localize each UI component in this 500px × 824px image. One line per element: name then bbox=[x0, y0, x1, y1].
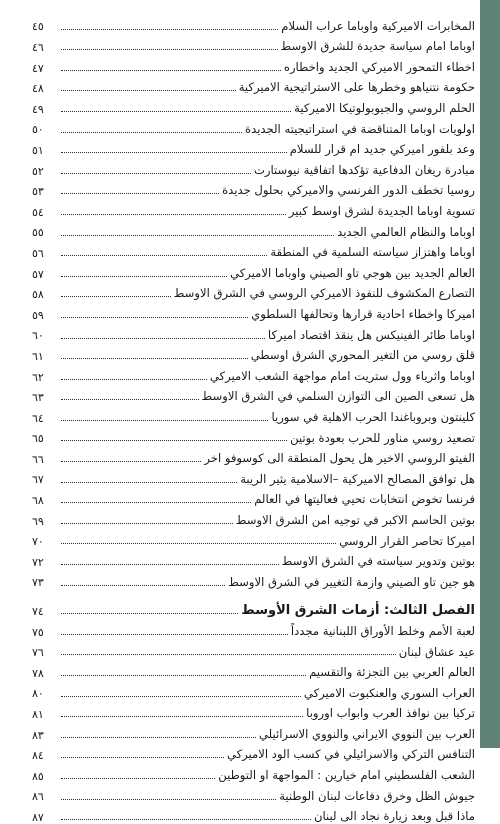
toc-entry-page: ٥٠ bbox=[32, 123, 44, 137]
dot-leader bbox=[61, 338, 265, 339]
toc-entry-title: تسوية اوباما الجديدة لشرق اوسط كبير bbox=[288, 204, 475, 219]
toc-entry-page: ٨٣ bbox=[32, 728, 44, 742]
toc-entry-page: ٨٠ bbox=[32, 687, 44, 701]
toc-entry bbox=[32, 178, 475, 199]
chapter-page: ٧٤ bbox=[32, 605, 44, 619]
toc-entry bbox=[32, 445, 475, 466]
toc-entry bbox=[32, 425, 475, 446]
toc-entry-page: ٦٩ bbox=[32, 514, 44, 528]
toc-entry bbox=[32, 487, 475, 508]
chapter-title: الفصل الثالث: أزمات الشرق الأوسط bbox=[241, 602, 475, 618]
dot-leader bbox=[61, 613, 238, 614]
toc-entry-title: العرب بين النووي الايراني والنووي الاسرائيلي bbox=[258, 726, 475, 741]
toc-entry bbox=[32, 281, 475, 302]
toc-entry bbox=[32, 219, 475, 240]
toc-entry-title: اوباما طائر الفينيكس هل ينقذ اقتصاد اميركا bbox=[267, 327, 475, 342]
toc-entry-title: العراب السوري والعنكبوت الاميركي bbox=[303, 685, 475, 700]
dot-leader bbox=[61, 214, 286, 215]
toc-entry-page: ٦٣ bbox=[32, 391, 44, 405]
toc-entry bbox=[32, 762, 475, 783]
dot-leader bbox=[61, 296, 171, 297]
toc-entry-page: ٦٨ bbox=[32, 494, 44, 508]
dot-leader bbox=[61, 255, 267, 256]
toc-entry-title: كلينتون وبروباغندا الحرب الاهلية في سوريا bbox=[271, 409, 475, 424]
toc-entry-page: ٦٥ bbox=[32, 432, 44, 446]
toc-entry-page: ٤٦ bbox=[32, 41, 44, 54]
dot-leader bbox=[61, 654, 396, 655]
toc-entry bbox=[32, 548, 475, 569]
toc-entry bbox=[32, 528, 475, 549]
toc-entry-title: الشعب الفلسطيني امام خيارين : المواجهة او التوطين bbox=[218, 768, 475, 783]
toc-entry bbox=[32, 783, 475, 804]
toc-entry bbox=[32, 507, 475, 528]
dot-leader bbox=[61, 757, 224, 758]
toc-entry bbox=[32, 95, 475, 116]
toc-entry bbox=[32, 569, 475, 590]
toc-entry-title: وعد بلفور اميركي جديد ام قرار للسلام bbox=[289, 142, 475, 157]
toc-entry-page: ٥٤ bbox=[32, 205, 44, 219]
toc-entry-title: هو جين تاو الصيني وازمة التغيير في الشرق الاوسط bbox=[228, 574, 475, 589]
toc-entry-title: اوباما والنظام العالمي الجديد bbox=[337, 224, 475, 239]
dot-leader bbox=[61, 696, 301, 697]
toc-entry-page: ٦٦ bbox=[32, 452, 44, 466]
toc-entry-title: بوتين الحاسم الاكبر في توجيه امن الشرق الاوسط bbox=[235, 512, 475, 527]
toc-entry-page: ٧٦ bbox=[32, 646, 44, 660]
toc-entry-page: ٨٤ bbox=[32, 749, 44, 763]
toc-entry-title: اوباما واثرياء وول ستريت امام مواجهة الشعب الاميركي bbox=[209, 368, 475, 383]
dot-leader bbox=[61, 235, 334, 236]
toc-entry-page: ٨١ bbox=[32, 708, 44, 721]
toc-entry bbox=[32, 639, 475, 660]
toc-entry-page: ٤٩ bbox=[32, 102, 44, 116]
toc-entry-page: ٨٦ bbox=[32, 790, 44, 804]
dot-leader bbox=[61, 49, 278, 50]
toc-entry bbox=[32, 157, 475, 178]
toc-entry-page: ٥٥ bbox=[32, 226, 44, 240]
toc-entry-title: ماذا قبل وبعد زيارة نجاد الى لبنان bbox=[314, 809, 475, 824]
toc-entry-page: ٤٧ bbox=[32, 61, 44, 75]
dot-leader bbox=[61, 358, 248, 359]
dot-leader bbox=[61, 420, 268, 421]
toc-entry-title: لعبة الأمم وخلط الأوراق اللبنانية مجدداً bbox=[290, 623, 475, 638]
toc-entry bbox=[32, 618, 475, 639]
toc-entry bbox=[32, 301, 475, 322]
dot-leader bbox=[61, 70, 281, 71]
toc-entry-page: ٤٥ bbox=[32, 20, 44, 34]
dot-leader bbox=[61, 132, 242, 133]
toc-entry bbox=[32, 721, 475, 742]
toc-entry bbox=[32, 363, 475, 384]
toc-entry-page: ٥٨ bbox=[32, 288, 44, 302]
toc-entry-page: ٥٩ bbox=[32, 308, 44, 322]
toc-entry bbox=[32, 322, 475, 343]
dot-leader bbox=[61, 778, 215, 779]
chapter-heading bbox=[32, 598, 475, 619]
toc-entry-page: ٦٢ bbox=[32, 370, 44, 384]
dot-leader bbox=[61, 317, 248, 318]
toc-entry bbox=[32, 742, 475, 763]
toc-entry-title: التصارع المكشوف للنفوذ الاميركي الروسي في الشرق الاوسط bbox=[173, 286, 475, 301]
toc-entry bbox=[32, 137, 475, 158]
dot-leader bbox=[61, 502, 251, 503]
toc-entry-page: ٥٢ bbox=[32, 164, 44, 178]
toc-entry bbox=[32, 404, 475, 425]
toc-entry-title: اوباما امام سياسة جديدة للشرق الاوسط bbox=[280, 39, 475, 54]
toc-entry-title: اميركا تحاصر القرار الروسي bbox=[339, 533, 475, 548]
dot-leader bbox=[61, 799, 276, 800]
dot-leader bbox=[61, 152, 287, 153]
toc-entry-page: ٥١ bbox=[32, 143, 44, 157]
toc-entry-title: روسيا تخطف الدور الفرنسي والاميركي بحلول جديدة bbox=[222, 183, 475, 198]
page-edge-bar bbox=[480, 0, 500, 748]
toc-entry bbox=[32, 804, 475, 824]
toc-entry-title: اولويات اوباما المتناقضة في استراتيجيته الجديدة bbox=[245, 121, 475, 136]
toc-entry-title: قلق روسي من التغير المحوري الشرق اوسطي bbox=[250, 348, 475, 363]
dot-leader bbox=[61, 523, 233, 524]
dot-leader bbox=[61, 675, 306, 676]
toc-entry-page: ٥٣ bbox=[32, 185, 44, 199]
toc-entry-title: هل توافق المصالح الاميركية –الاسلامية يثير الريبة bbox=[240, 471, 475, 486]
dot-leader bbox=[61, 634, 288, 635]
toc-entry bbox=[32, 75, 475, 96]
dot-leader bbox=[61, 737, 256, 738]
toc-entry bbox=[32, 680, 475, 701]
dot-leader bbox=[61, 173, 251, 174]
toc-entry bbox=[32, 54, 475, 75]
toc-entry-title: اميركا واخطاء احادية قرارها وتحالفها السلطوي bbox=[251, 307, 475, 321]
toc-entry-page: ٦٠ bbox=[32, 329, 44, 343]
toc-entry bbox=[32, 260, 475, 281]
toc-entry-page: ٧٢ bbox=[32, 555, 44, 569]
toc-entry-page: ٧٣ bbox=[32, 576, 44, 590]
toc-entry bbox=[32, 466, 475, 487]
toc-entry bbox=[32, 701, 475, 722]
toc-entry-page: ٧٥ bbox=[32, 625, 44, 639]
dot-leader bbox=[61, 193, 219, 194]
toc-entry-title: الحلم الروسي والجيوبولوتيكا الاميركية bbox=[294, 101, 475, 116]
toc-entry-title: تركيا بين نوافذ العرب وابواب اوروبا bbox=[306, 706, 475, 721]
toc-entry-title: حكومة نتنياهو وخطرها على الاستراتيجية الاميركية bbox=[238, 80, 475, 95]
toc-entry bbox=[32, 116, 475, 137]
toc-entry-title: تصعيد روسي مناور للحرب بعودة بوتين bbox=[290, 430, 475, 445]
toc-entry bbox=[32, 198, 475, 219]
toc-entry-title: المخابرات الاميركية واوباما عراب السلام bbox=[281, 18, 475, 33]
toc-entry-page: ٤٨ bbox=[32, 82, 44, 96]
dot-leader bbox=[61, 440, 287, 441]
dot-leader bbox=[61, 716, 303, 717]
dot-leader bbox=[61, 111, 291, 112]
toc-entry-title: التنافس التركي والاسرائيلي في كسب الود الاميركي bbox=[226, 747, 475, 762]
toc-entry-page: ٥٧ bbox=[32, 267, 44, 281]
toc-entry-title: عيد عشاق لبنان bbox=[398, 644, 475, 659]
toc-entry-title: هل تسعى الصين الى التوازن السلمي في الشرق الاوسط bbox=[201, 389, 475, 404]
toc-entry bbox=[32, 659, 475, 680]
toc-entry-page: ٧٠ bbox=[32, 535, 44, 549]
toc-entry bbox=[32, 240, 475, 261]
toc-entry-title: مبادرة ريغان الدفاعية تؤكدها اتفاقية نيوستارت bbox=[253, 162, 475, 177]
toc-entry bbox=[32, 13, 475, 34]
toc-entry bbox=[32, 384, 475, 405]
toc-entry-title: العالم العربي بين التجزئة والتقسيم bbox=[309, 665, 475, 680]
toc-entry-title: جيوش الظل وخرق دفاعات لبنان الوطنية bbox=[279, 788, 475, 803]
toc-entry bbox=[32, 343, 475, 364]
toc-entry-title: فرنسا تخوض انتخابات تحيي فعاليتها في العالم bbox=[254, 492, 475, 507]
toc-entry-title: الفيتو الروسي الاخير هل يحول المنطقة الى كوسوفو اخر bbox=[204, 451, 475, 466]
toc-entry-title: بوتين وتدوير سياسته في الشرق الاوسط bbox=[281, 554, 475, 569]
toc-entry-page: ٥٦ bbox=[32, 246, 44, 260]
dot-leader bbox=[61, 379, 207, 380]
dot-leader bbox=[61, 585, 225, 586]
dot-leader bbox=[61, 461, 201, 462]
toc-entry-page: ٦٧ bbox=[32, 473, 44, 487]
table-of-contents bbox=[32, 13, 475, 824]
dot-leader bbox=[61, 90, 236, 91]
toc-entry-title: اوباما واهتزاز سياسته السلمية في المنطقة bbox=[270, 245, 475, 260]
toc-entry-title: اخطاء التمحور الاميركي الجديد واخطاره bbox=[283, 59, 475, 74]
toc-entry-title: العالم الجديد بين هوجي تاو الصيني واوباما الاميركي bbox=[230, 265, 475, 280]
toc-entry-page: ٨٧ bbox=[32, 810, 44, 824]
toc-entry-page: ٧٨ bbox=[32, 666, 44, 680]
dot-leader bbox=[61, 482, 237, 483]
dot-leader bbox=[61, 29, 278, 30]
toc-entry-page: ٨٥ bbox=[32, 769, 44, 783]
dot-leader bbox=[61, 276, 227, 277]
dot-leader bbox=[61, 819, 311, 820]
toc-entry bbox=[32, 34, 475, 55]
dot-leader bbox=[61, 399, 199, 400]
toc-entry-page: ٦٤ bbox=[32, 411, 44, 425]
toc-entry-page: ٦١ bbox=[32, 349, 44, 363]
dot-leader bbox=[61, 543, 336, 544]
dot-leader bbox=[61, 564, 279, 565]
